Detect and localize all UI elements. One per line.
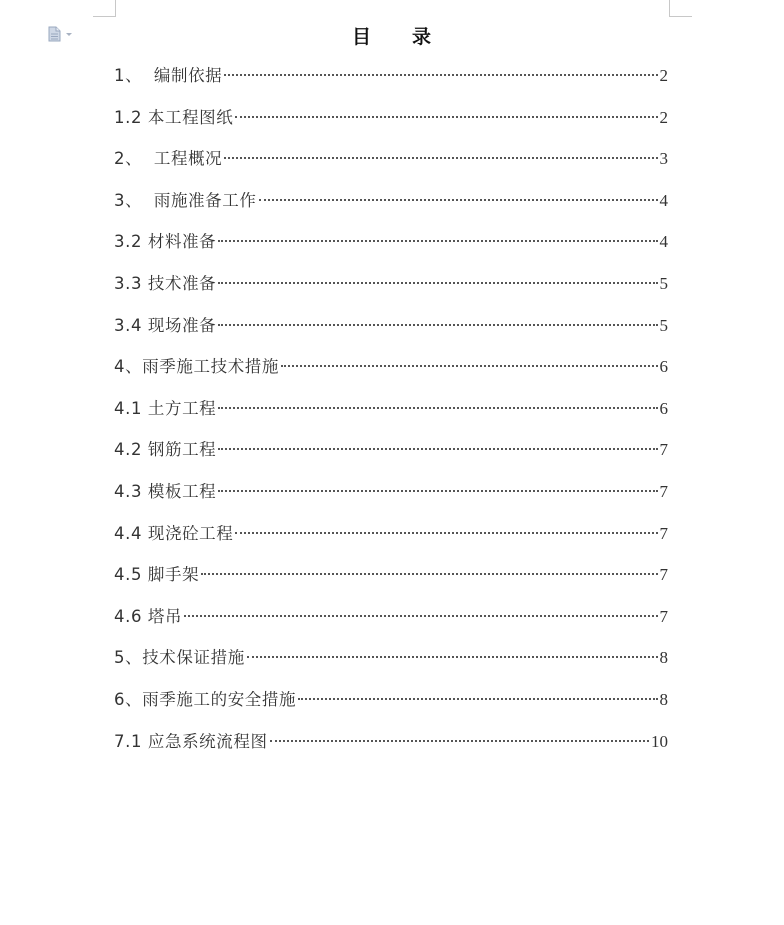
toc-dot-leader [224, 157, 657, 159]
toc-dot-leader [218, 448, 657, 450]
toc-dot-leader [218, 324, 657, 326]
toc-entry[interactable] [114, 397, 668, 439]
toc-entry-page-number: 4 [659, 232, 668, 252]
toc-dot-leader [218, 282, 657, 284]
toc-entry[interactable] [114, 646, 668, 688]
toc-entry-page-number: 2 [659, 107, 668, 127]
toc-entry-page-number: 3 [659, 149, 668, 169]
toc-entry-label: 4.5 脚手架 [114, 565, 200, 585]
toc-entry-label: 4.1 土方工程 [114, 398, 217, 418]
toc-entry[interactable] [114, 522, 668, 564]
toc-entry-page-number: 7 [659, 523, 668, 543]
toc-dot-leader [184, 615, 657, 617]
toc-entry-label: 3.2 材料准备 [114, 232, 217, 252]
toc-dot-leader [247, 656, 658, 658]
toc-entry-label: 3.4 现场准备 [114, 315, 217, 335]
toc-dot-leader [235, 532, 657, 534]
toc-entry-page-number: 7 [659, 440, 668, 460]
toc-entry[interactable] [114, 189, 668, 231]
toc-entry[interactable] [114, 605, 668, 647]
toc-entry-label: 5、技术保证措施 [114, 648, 245, 668]
toc-entry[interactable] [114, 314, 668, 356]
page-corner-mark-left [93, 0, 116, 17]
toc-entry-page-number: 8 [659, 648, 668, 668]
toc-entry-label: 4.3 模板工程 [114, 481, 217, 501]
toc-entry-label: 4.2 钢筋工程 [114, 440, 217, 460]
toc-entry-page-number: 5 [659, 315, 668, 335]
toc-entry[interactable] [114, 480, 668, 522]
toc-entry-page-number: 4 [659, 190, 668, 210]
toc-entry-label: 6、雨季施工的安全措施 [114, 689, 297, 709]
page-corner-mark-right [669, 0, 692, 17]
toc-entry-page-number: 7 [659, 565, 668, 585]
toc-entry-label: 7.1 应急系统流程图 [114, 731, 268, 751]
page-title: 目 录 [351, 26, 432, 48]
toc-entry-label: 4、雨季施工技术措施 [114, 357, 279, 377]
toc-entry-page-number: 5 [659, 273, 668, 293]
toc-entry-label: 2、 工程概况 [114, 149, 223, 169]
toc-dot-leader [201, 573, 657, 575]
toc-entry-label: 1、 编制依据 [114, 66, 223, 85]
toc-entry[interactable] [114, 64, 668, 106]
toc-entry-page-number: 7 [659, 606, 668, 626]
toc-entry[interactable] [114, 147, 668, 189]
toc-dot-leader [235, 116, 657, 118]
toc-dot-leader [281, 365, 658, 367]
toc-entry-label: 1.2 本工程图纸 [114, 107, 234, 127]
toc-entry[interactable] [114, 106, 668, 148]
toc-dot-leader [298, 698, 657, 700]
toc-entry[interactable] [114, 230, 668, 272]
toc-entry[interactable] [114, 688, 668, 730]
toc-dot-leader [218, 407, 657, 409]
toc-entry[interactable] [114, 563, 668, 605]
toc-entry-label: 3、 雨施准备工作 [114, 190, 257, 210]
table-of-contents [114, 64, 668, 771]
toc-entry-page-number: 6 [659, 357, 668, 377]
toc-entry-page-number: 2 [659, 66, 668, 85]
toc-entry-page-number: 10 [651, 731, 668, 751]
toc-entry-page-number: 6 [659, 398, 668, 418]
toc-entry-label: 4.6 塔吊 [114, 606, 183, 626]
toc-dot-leader [218, 240, 657, 242]
toc-entry[interactable] [114, 730, 668, 772]
toc-entry-label: 4.4 现浇砼工程 [114, 523, 234, 543]
toc-entry-label: 3.3 技术准备 [114, 273, 217, 293]
toc-dot-leader [259, 199, 658, 201]
toc-entry-page-number: 8 [659, 689, 668, 709]
toc-entry[interactable] [114, 272, 668, 314]
toc-entry[interactable] [114, 438, 668, 480]
toc-dot-leader [224, 74, 657, 76]
toc-dot-leader [218, 490, 657, 492]
toc-dot-leader [270, 740, 649, 742]
toc-entry[interactable] [114, 355, 668, 397]
toc-entry-page-number: 7 [659, 481, 668, 501]
